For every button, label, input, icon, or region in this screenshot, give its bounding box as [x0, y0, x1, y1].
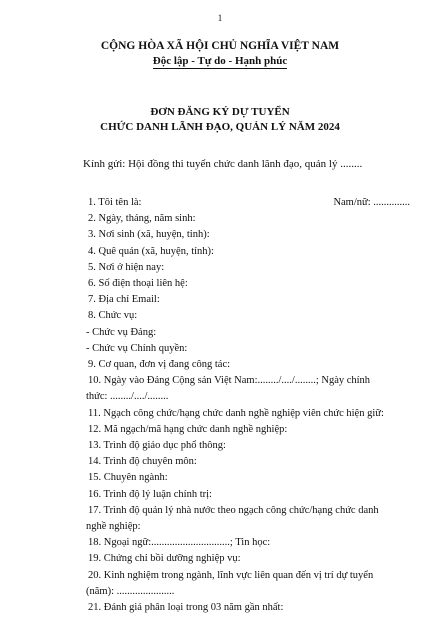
- form-title: ĐƠN ĐĂNG KÝ DỰ TUYỂN: [150, 106, 290, 118]
- field-phone: 6. Số điện thoại liên hệ:: [88, 278, 188, 290]
- field-gender-label: Nam/nữ: ..............: [333, 197, 410, 208]
- national-title: CỘNG HÒA XÃ HỘI CHỦ NGHĨA VIỆT NAM: [100, 40, 340, 52]
- field-government-position: - Chức vụ Chính quyền:: [86, 342, 188, 354]
- field-email: 7. Địa chỉ Email:: [88, 294, 160, 306]
- field-experience-years: (năm): ......................: [86, 585, 175, 597]
- field-rank-code: 12. Mã ngạch/mã hạng chức danh nghề nghiệp:: [88, 423, 288, 435]
- field-state-management-cont: nghề nghiệp:: [86, 521, 141, 533]
- field-birth-place: 3. Nơi sinh (xã, huyện, tỉnh):: [88, 229, 210, 241]
- field-evaluation: 21. Đánh giá phân loại trong 03 năm gần nhất:: [88, 602, 284, 614]
- field-full-name-label: 1. Tôi tên là:: [88, 197, 142, 208]
- field-birth-date: 2. Ngày, tháng, năm sinh:: [88, 213, 196, 225]
- field-hometown: 4. Quê quán (xã, huyện, tỉnh):: [88, 245, 214, 257]
- field-political-theory: 16. Trình độ lý luận chính trị:: [88, 488, 212, 500]
- field-civil-rank: 11. Ngạch công chức/hạng chức danh nghề nghiệp viên chức hiện giữ:: [88, 407, 384, 419]
- field-workplace: 9. Cơ quan, đơn vị đang công tác:: [88, 359, 231, 371]
- field-general-education: 13. Trình độ giáo dục phổ thông:: [88, 440, 226, 452]
- page-number: 1: [217, 13, 223, 23]
- field-party-join-date: 10. Ngày vào Đảng Cộng sản Việt Nam:......../..../........; Ngày chính: [88, 375, 371, 387]
- field-party-official-date: thức: ......../..../........: [86, 391, 169, 403]
- field-current-address: 5. Nơi ở hiện nay:: [88, 261, 165, 273]
- field-certificates: 19. Chứng chỉ bồi dưỡng nghiệp vụ:: [88, 553, 241, 565]
- field-professional-level: 14. Trình độ chuyên môn:: [88, 456, 197, 468]
- form-subtitle: CHỨC DANH LÃNH ĐẠO, QUẢN LÝ NĂM 2024: [100, 121, 340, 133]
- field-experience: 20. Kinh nghiệm trong ngành, lĩnh vực liên quan đến vị trí dự tuyển: [88, 569, 374, 581]
- field-party-position: - Chức vụ Đảng:: [86, 326, 157, 338]
- field-languages-it: 18. Ngoại ngữ:..............................; Tin học:: [88, 537, 271, 549]
- field-major: 15. Chuyên ngành:: [88, 472, 168, 484]
- form-fields: [88, 195, 410, 616]
- field-state-management: 17. Trình độ quản lý nhà nước theo ngạch công chức/hạng chức danh: [88, 504, 379, 516]
- national-motto: [0, 55, 440, 67]
- field-position: 8. Chức vụ:: [88, 310, 138, 322]
- motto-text: Độc lập - Tự do - Hạnh phúc: [152, 55, 288, 67]
- greeting-line: Kính gửi: Hội đồng thi tuyển chức danh lãnh đạo, quản lý ........: [83, 158, 363, 170]
- field-full-name: [88, 195, 410, 211]
